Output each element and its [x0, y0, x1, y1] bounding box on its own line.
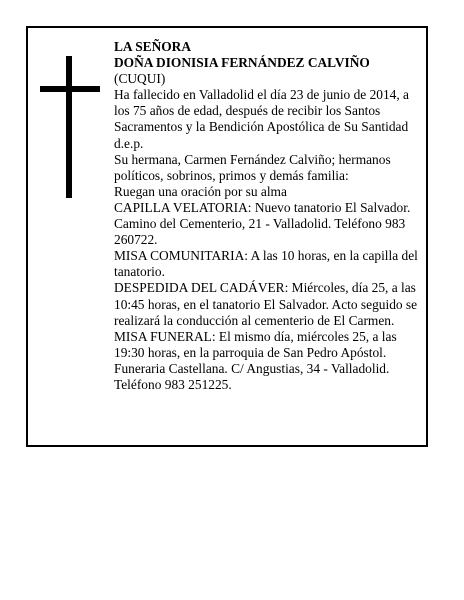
- funeral-home-info: Funeraria Castellana. C/ Angustias, 34 - Valladolid. Teléfono 983 251225.: [114, 360, 390, 392]
- deceased-name: DOÑA DIONISIA FERNÁNDEZ CALVIÑO: [114, 55, 370, 71]
- latin-cross-icon: [40, 56, 100, 198]
- deceased-nickname: (CUQUI): [114, 71, 166, 87]
- cross-vertical-bar: [66, 56, 72, 198]
- community-mass-info: MISA COMUNITARIA: A las 10 horas, en la capilla del tanatorio.: [114, 248, 418, 280]
- heading-title: LA SEÑORA: [114, 39, 192, 54]
- prayer-request: Ruegan una oración por su alma: [114, 183, 287, 199]
- farewell-info: DESPEDIDA DEL CADÁVER: Miércoles, día 25, a las 10:45 horas, en el tanatorio El Salvador. Acto seguido se realizará la conducción al cementerio de El Carmen.: [114, 280, 418, 328]
- cross-horizontal-bar: [40, 86, 100, 92]
- obituary-text: [114, 39, 424, 393]
- wake-chapel-info: CAPILLA VELATORIA: Nuevo tanatorio El Salvador. Camino del Cementerio, 21 - Valladolid. Teléfono 983 260722.: [114, 199, 411, 248]
- funeral-mass-info: MISA FUNERAL: El mismo día, miércoles 25, a las 19:30 horas, en la parroquia de San Pedro Apóstol.: [114, 328, 397, 360]
- death-announcement: Ha fallecido en Valladolid el día 23 de junio de 2014, a los 75 años de edad, después de recibir los Santos Sacramentos y la Bendición Apostólica de Su Santidad: [114, 87, 410, 135]
- rip-text: d.e.p.: [114, 135, 144, 151]
- obituary-notice: [26, 26, 428, 447]
- family-list: Su hermana, Carmen Fernández Calviño; hermanos políticos, sobrinos, primos y demás familia:: [114, 151, 391, 183]
